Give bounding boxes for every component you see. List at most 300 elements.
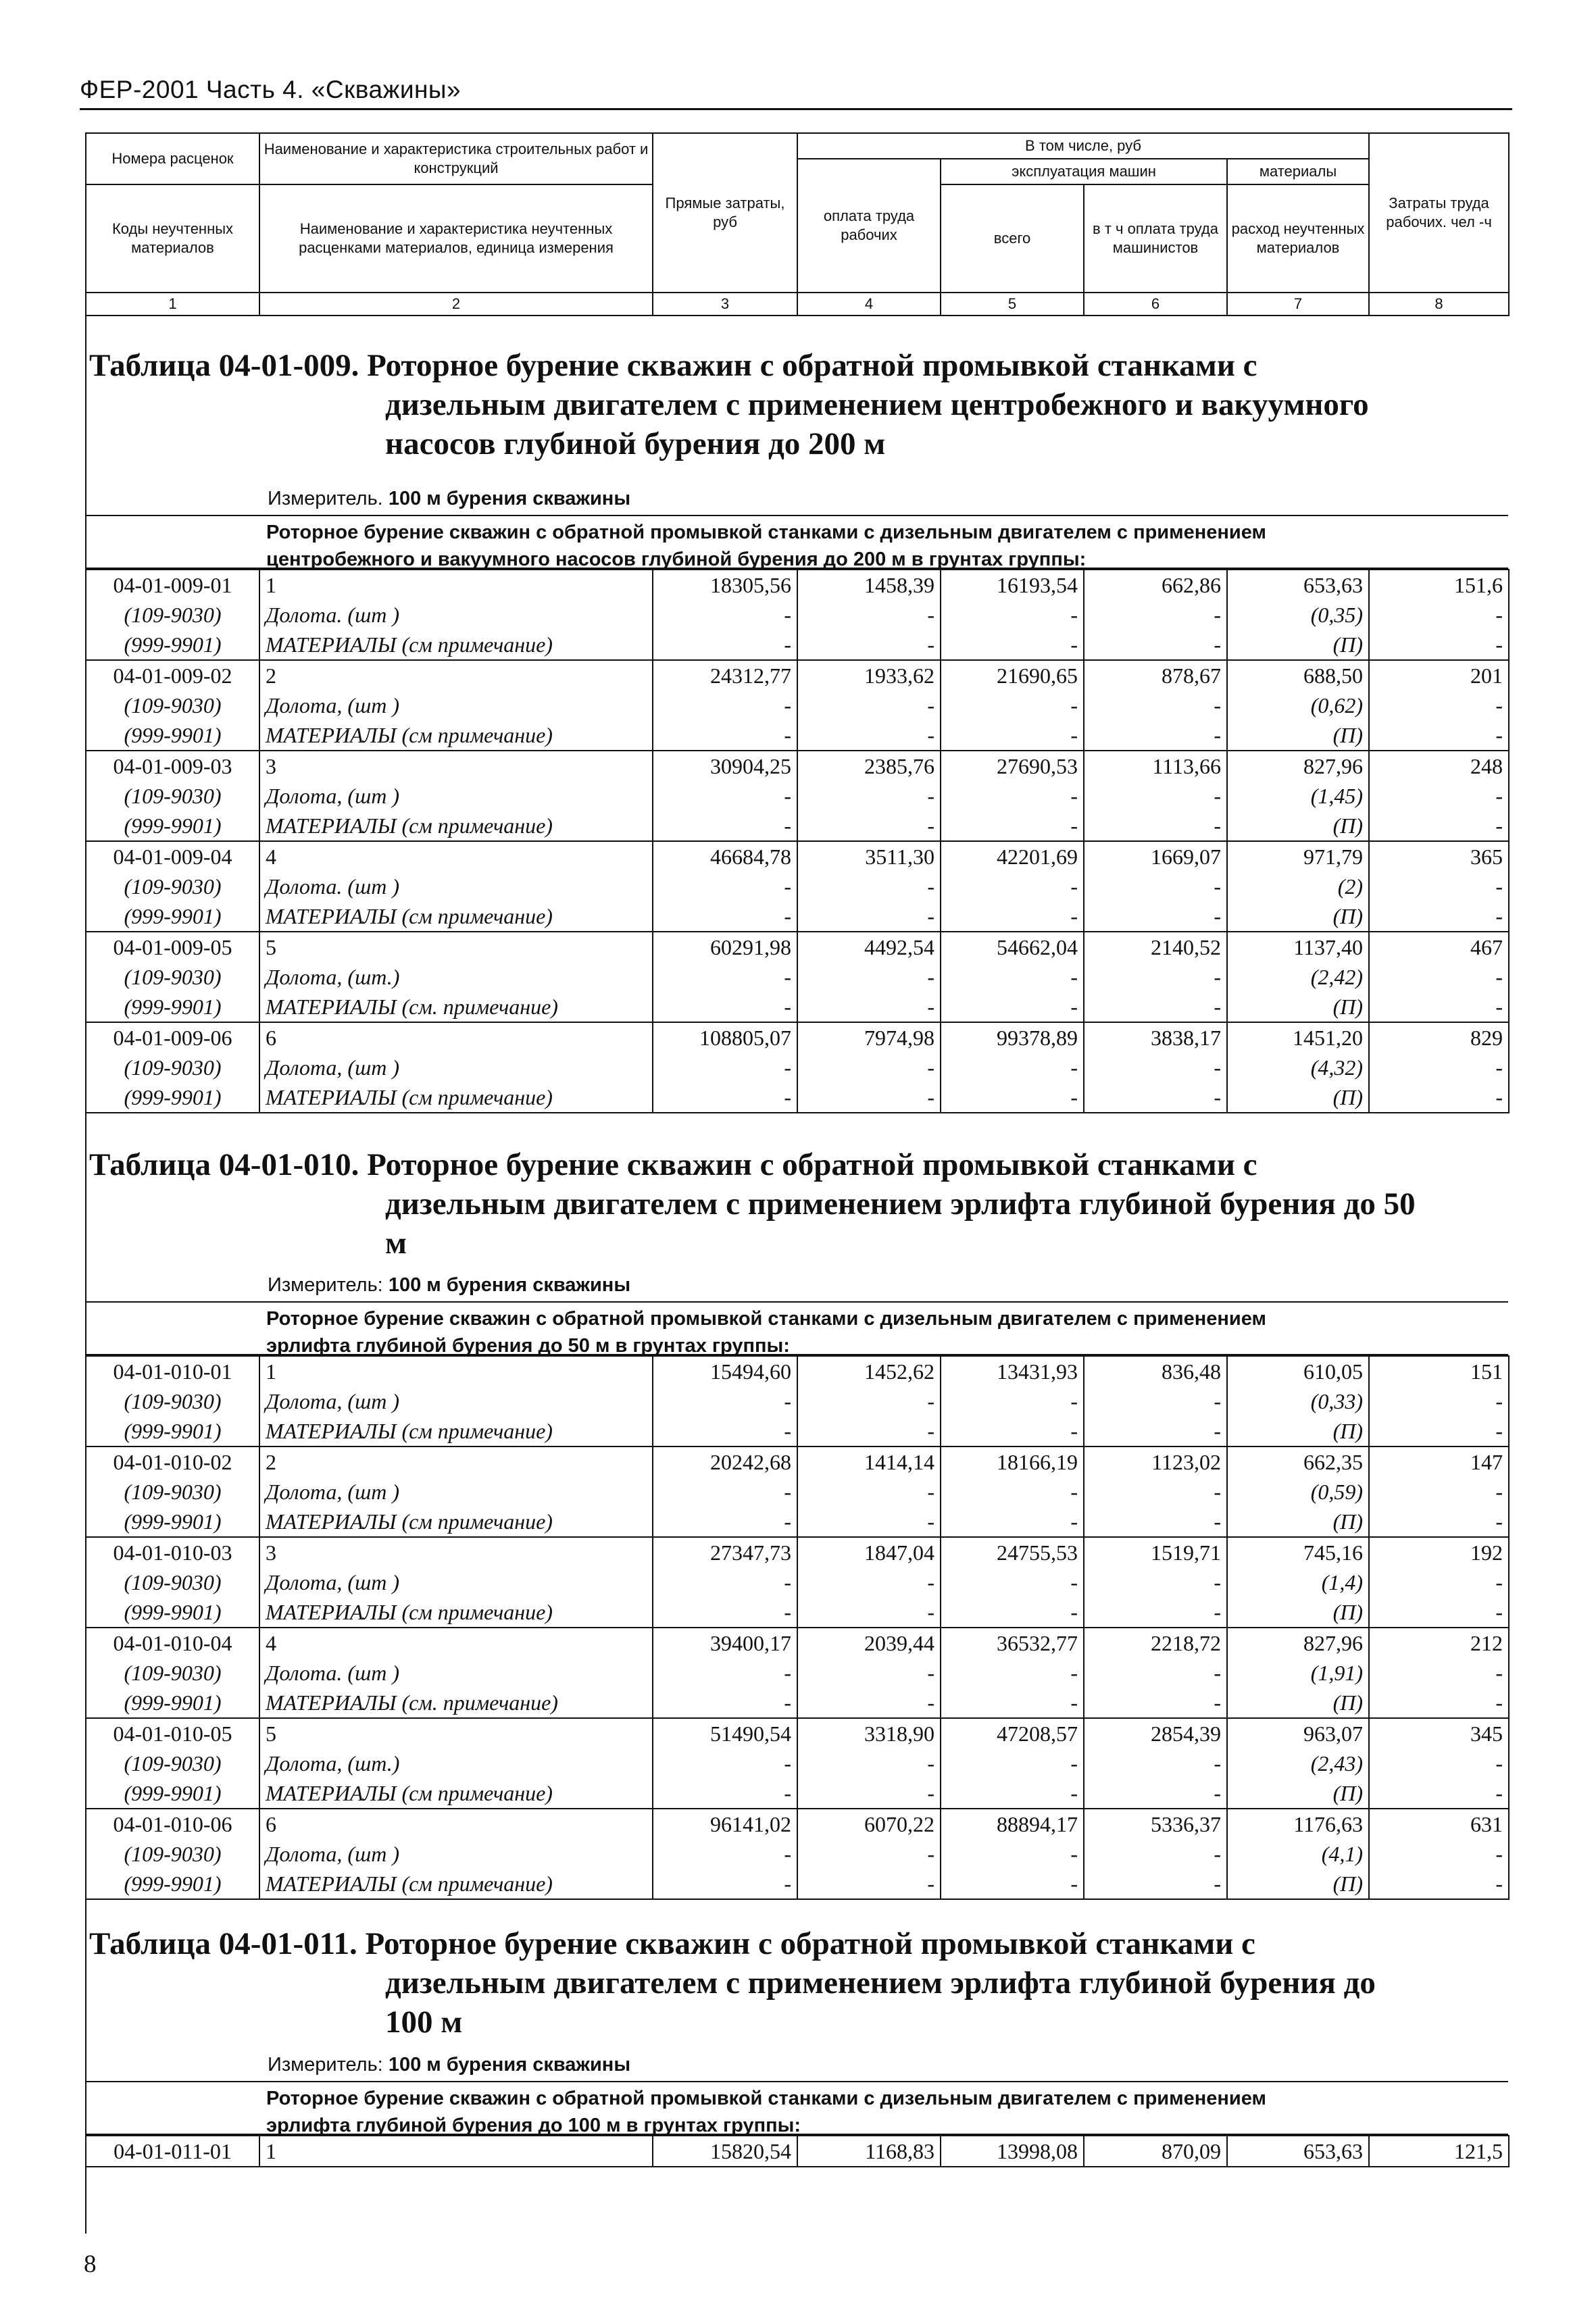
row-machinist-pay: - <box>1084 962 1227 992</box>
row-code: 04-01-009-02 <box>86 660 259 690</box>
row-machinist-pay: - <box>1084 872 1227 901</box>
row-machines-total: - <box>941 1597 1084 1628</box>
table-row <box>86 720 1509 751</box>
table-row <box>86 1416 1509 1447</box>
row-name: 1 <box>259 2136 653 2167</box>
row-name: 2 <box>259 660 653 690</box>
table-row <box>86 1507 1509 1537</box>
row-direct-costs: 27347,73 <box>653 1537 797 1567</box>
table-title <box>89 1145 1416 1263</box>
section-description <box>85 515 1508 569</box>
row-direct-costs: 24312,77 <box>653 660 797 690</box>
unit-line <box>268 1274 630 1297</box>
row-name: МАТЕРИАЛЫ (см примечание) <box>259 811 653 841</box>
row-labor-hours: 631 <box>1369 1809 1509 1839</box>
row-labor-hours: - <box>1369 1477 1509 1507</box>
row-name: 2 <box>259 1447 653 1477</box>
row-code: 04-01-010-06 <box>86 1809 259 1839</box>
row-labor-pay: - <box>797 1082 941 1113</box>
row-direct-costs: - <box>653 600 797 630</box>
row-materials: (П) <box>1227 1597 1369 1628</box>
row-direct-costs: - <box>653 1688 797 1718</box>
row-materials: 745,16 <box>1227 1537 1369 1567</box>
table-title-line: насосов глубиной бурения до 200 м <box>385 426 886 461</box>
row-machinist-pay: 1519,71 <box>1084 1537 1227 1567</box>
row-labor-pay: - <box>797 600 941 630</box>
row-direct-costs: 96141,02 <box>653 1809 797 1839</box>
row-direct-costs: 60291,98 <box>653 932 797 962</box>
row-code: (999-9901) <box>86 1688 259 1718</box>
row-labor-hours: 151 <box>1369 1356 1509 1386</box>
row-materials: (0,62) <box>1227 690 1369 720</box>
row-machinist-pay: - <box>1084 1839 1227 1869</box>
col-materials: материалы <box>1227 159 1369 184</box>
unit-value: 100 м бурения скважины <box>388 1274 631 1296</box>
row-labor-hours: - <box>1369 630 1509 660</box>
table-row <box>86 901 1509 932</box>
col-name-bottom: Наименование и характеристика неучтенных расценками материалов, единица измерения <box>259 184 653 293</box>
row-labor-hours: 151,6 <box>1369 570 1509 600</box>
row-materials: 688,50 <box>1227 660 1369 690</box>
row-labor-hours: - <box>1369 872 1509 901</box>
row-name: Долота, (шт ) <box>259 690 653 720</box>
table-row <box>86 1567 1509 1597</box>
row-name: МАТЕРИАЛЫ (см примечание) <box>259 1778 653 1809</box>
row-labor-hours: - <box>1369 1597 1509 1628</box>
row-labor-pay: - <box>797 1567 941 1597</box>
row-materials: (П) <box>1227 1416 1369 1447</box>
row-labor-hours: 467 <box>1369 932 1509 962</box>
row-code: (999-9901) <box>86 1416 259 1447</box>
row-labor-hours: 212 <box>1369 1628 1509 1658</box>
row-direct-costs: - <box>653 992 797 1022</box>
row-machines-total: - <box>941 1082 1084 1113</box>
row-direct-costs: - <box>653 1082 797 1113</box>
row-machinist-pay: 2140,52 <box>1084 932 1227 962</box>
row-machines-total: - <box>941 1416 1084 1447</box>
row-code: (109-9030) <box>86 690 259 720</box>
col-direct-costs: Прямые затраты, руб <box>653 133 797 293</box>
row-materials: (П) <box>1227 1507 1369 1537</box>
col-number: 7 <box>1227 293 1369 316</box>
section-description-line: эрлифта глубиной бурения до 100 м в грунтах группы: <box>266 2115 801 2136</box>
row-code: (109-9030) <box>86 1749 259 1778</box>
row-direct-costs: 30904,25 <box>653 751 797 781</box>
row-code: 04-01-010-05 <box>86 1718 259 1749</box>
row-machinist-pay: - <box>1084 630 1227 660</box>
col-materials-usage: расход неучтенных материалов <box>1227 184 1369 293</box>
section-description-line: Роторное бурение скважин с обратной промывкой станками с дизельным двигателем с применением <box>266 522 1266 543</box>
row-machinist-pay: 5336,37 <box>1084 1809 1227 1839</box>
row-labor-pay: - <box>797 690 941 720</box>
row-machines-total: - <box>941 1658 1084 1688</box>
row-name: 3 <box>259 751 653 781</box>
col-number: 6 <box>1084 293 1227 316</box>
table-row <box>86 811 1509 841</box>
row-code: 04-01-010-02 <box>86 1447 259 1477</box>
row-name: МАТЕРИАЛЫ (см примечание) <box>259 1082 653 1113</box>
table-row <box>86 1839 1509 1869</box>
row-machines-total: - <box>941 1688 1084 1718</box>
row-machines-total: 13998,08 <box>941 2136 1084 2167</box>
row-name: Долота, (шт ) <box>259 1567 653 1597</box>
col-including: В том числе, руб <box>797 133 1369 159</box>
row-code: 04-01-009-03 <box>86 751 259 781</box>
row-labor-pay: - <box>797 1386 941 1416</box>
row-machines-total: - <box>941 811 1084 841</box>
row-direct-costs: - <box>653 872 797 901</box>
table-row <box>86 1477 1509 1507</box>
row-labor-hours: 147 <box>1369 1447 1509 1477</box>
row-labor-pay: 1847,04 <box>797 1537 941 1567</box>
row-machines-total: 54662,04 <box>941 932 1084 962</box>
row-labor-hours: - <box>1369 1386 1509 1416</box>
row-code: 04-01-009-06 <box>86 1022 259 1053</box>
row-materials: 653,63 <box>1227 2136 1369 2167</box>
row-materials: 610,05 <box>1227 1356 1369 1386</box>
section-description-line: центробежного и вакуумного насосов глубиной бурения до 200 м в грунтах группы: <box>266 549 1087 570</box>
row-machines-total: 18166,19 <box>941 1447 1084 1477</box>
table-number: Таблица 04-01-009. <box>89 348 359 383</box>
row-name: 4 <box>259 1628 653 1658</box>
row-materials: 662,35 <box>1227 1447 1369 1477</box>
row-materials: (П) <box>1227 1688 1369 1718</box>
row-code: (109-9030) <box>86 1658 259 1688</box>
section-description-line: Роторное бурение скважин с обратной промывкой станками с дизельным двигателем с применением <box>266 2088 1266 2109</box>
row-code: (109-9030) <box>86 600 259 630</box>
row-name: МАТЕРИАЛЫ (см. примечание) <box>259 1688 653 1718</box>
row-materials: (П) <box>1227 811 1369 841</box>
row-direct-costs: - <box>653 1053 797 1082</box>
row-materials: (1,91) <box>1227 1658 1369 1688</box>
row-code: 04-01-009-01 <box>86 570 259 600</box>
table-row <box>86 1447 1509 1477</box>
table-row <box>86 600 1509 630</box>
row-labor-pay: 3318,90 <box>797 1718 941 1749</box>
table-row <box>86 2136 1509 2167</box>
table-row <box>86 1869 1509 1899</box>
row-name: Долота, (шт ) <box>259 1053 653 1082</box>
rates-table <box>85 1355 1510 1900</box>
row-labor-hours: - <box>1369 1507 1509 1537</box>
row-machinist-pay: 1669,07 <box>1084 841 1227 872</box>
row-labor-hours: - <box>1369 1416 1509 1447</box>
row-direct-costs: 18305,56 <box>653 570 797 600</box>
row-code: (109-9030) <box>86 872 259 901</box>
table-title-line: дизельным двигателем с применением центробежного и вакуумного <box>385 387 1369 422</box>
row-direct-costs: - <box>653 690 797 720</box>
row-machinist-pay: - <box>1084 1567 1227 1597</box>
row-name: 4 <box>259 841 653 872</box>
row-labor-pay: - <box>797 872 941 901</box>
table-title-line: дизельным двигателем с применением эрлифта глубиной бурения до 50 <box>385 1186 1416 1222</box>
row-labor-pay: 7974,98 <box>797 1022 941 1053</box>
table-row <box>86 1778 1509 1809</box>
table-row <box>86 1749 1509 1778</box>
row-code: (109-9030) <box>86 1567 259 1597</box>
row-machinist-pay: - <box>1084 1416 1227 1447</box>
table-title-line: 100 м <box>385 2005 463 2040</box>
table-row <box>86 1082 1509 1113</box>
row-labor-pay: - <box>797 1477 941 1507</box>
col-machinist-pay: в т ч оплата труда машинистов <box>1084 184 1227 293</box>
row-labor-pay: - <box>797 992 941 1022</box>
row-labor-hours: 345 <box>1369 1718 1509 1749</box>
table-title-line: Роторное бурение скважин с обратной промывкой станками с <box>367 1147 1257 1182</box>
table-row <box>86 660 1509 690</box>
row-name: 1 <box>259 1356 653 1386</box>
row-machines-total: - <box>941 872 1084 901</box>
row-materials: 653,63 <box>1227 570 1369 600</box>
row-machines-total: 47208,57 <box>941 1718 1084 1749</box>
table-row <box>86 1658 1509 1688</box>
row-materials: (П) <box>1227 630 1369 660</box>
header-rule <box>80 108 1512 110</box>
row-machinist-pay: - <box>1084 1597 1227 1628</box>
row-labor-pay: 2039,44 <box>797 1628 941 1658</box>
row-materials: 1137,40 <box>1227 932 1369 962</box>
row-direct-costs: 108805,07 <box>653 1022 797 1053</box>
row-labor-hours: 201 <box>1369 660 1509 690</box>
row-machinist-pay: - <box>1084 1082 1227 1113</box>
table-row <box>86 962 1509 992</box>
row-labor-hours: - <box>1369 1053 1509 1082</box>
col-number: 2 <box>259 293 653 316</box>
row-machines-total: - <box>941 1567 1084 1597</box>
row-labor-hours: - <box>1369 1658 1509 1688</box>
row-materials: (0,33) <box>1227 1386 1369 1416</box>
row-code: 04-01-010-01 <box>86 1356 259 1386</box>
row-name: 5 <box>259 932 653 962</box>
row-machinist-pay: - <box>1084 600 1227 630</box>
row-machines-total: - <box>941 1477 1084 1507</box>
row-machinist-pay: - <box>1084 992 1227 1022</box>
row-labor-hours: - <box>1369 1749 1509 1778</box>
row-labor-hours: - <box>1369 781 1509 811</box>
row-materials: (4,1) <box>1227 1839 1369 1869</box>
table-row <box>86 630 1509 660</box>
row-machines-total: - <box>941 1053 1084 1082</box>
row-machinist-pay: 836,48 <box>1084 1356 1227 1386</box>
row-machines-total: - <box>941 1507 1084 1537</box>
row-direct-costs: - <box>653 811 797 841</box>
col-number: 8 <box>1369 293 1509 316</box>
col-machines: эксплуатация машин <box>941 159 1227 184</box>
row-code: (999-9901) <box>86 630 259 660</box>
row-machinist-pay: 1113,66 <box>1084 751 1227 781</box>
row-labor-hours: - <box>1369 1869 1509 1899</box>
row-machinist-pay: - <box>1084 1477 1227 1507</box>
rates-table <box>85 569 1510 1113</box>
row-materials: (2,42) <box>1227 962 1369 992</box>
row-code: (999-9901) <box>86 720 259 751</box>
row-code: 04-01-010-04 <box>86 1628 259 1658</box>
row-name: 6 <box>259 1809 653 1839</box>
row-machinist-pay: 662,86 <box>1084 570 1227 600</box>
unit-line <box>268 488 630 510</box>
row-name: МАТЕРИАЛЫ (см примечание) <box>259 1869 653 1899</box>
row-labor-pay: 1414,14 <box>797 1447 941 1477</box>
row-name: 5 <box>259 1718 653 1749</box>
row-direct-costs: - <box>653 1658 797 1688</box>
row-materials: (П) <box>1227 1082 1369 1113</box>
row-machines-total: - <box>941 1869 1084 1899</box>
row-labor-hours: - <box>1369 690 1509 720</box>
row-code: 04-01-009-05 <box>86 932 259 962</box>
row-materials: (0,35) <box>1227 600 1369 630</box>
row-machinist-pay: 3838,17 <box>1084 1022 1227 1053</box>
table-row <box>86 1356 1509 1386</box>
table-row <box>86 1053 1509 1082</box>
table-title <box>89 346 1369 463</box>
col-number: 3 <box>653 293 797 316</box>
section-description-line: эрлифта глубиной бурения до 50 м в грунтах группы: <box>266 1335 790 1357</box>
row-direct-costs: - <box>653 1778 797 1809</box>
row-labor-hours: - <box>1369 992 1509 1022</box>
col-codes-bottom: Коды неучтенных материалов <box>86 184 259 293</box>
row-direct-costs: - <box>653 962 797 992</box>
row-materials: (П) <box>1227 720 1369 751</box>
row-materials: (4,32) <box>1227 1053 1369 1082</box>
row-materials: 1176,63 <box>1227 1809 1369 1839</box>
row-labor-hours: 829 <box>1369 1022 1509 1053</box>
unit-label: Измеритель. <box>268 488 389 509</box>
row-name: Долота, (шт ) <box>259 1477 653 1507</box>
row-name: МАТЕРИАЛЫ (см примечание) <box>259 1597 653 1628</box>
row-machines-total: - <box>941 962 1084 992</box>
row-name: МАТЕРИАЛЫ (см примечание) <box>259 630 653 660</box>
row-machinist-pay: 878,67 <box>1084 660 1227 690</box>
col-name-top: Наименование и характеристика строительных работ и конструкций <box>259 133 653 184</box>
row-code: 04-01-010-03 <box>86 1537 259 1567</box>
row-name: 3 <box>259 1537 653 1567</box>
row-machinist-pay: - <box>1084 1688 1227 1718</box>
section-description <box>85 2081 1508 2135</box>
row-labor-pay: - <box>797 720 941 751</box>
row-code: (999-9901) <box>86 811 259 841</box>
column-header-table <box>85 132 1508 315</box>
table-row <box>86 1537 1509 1567</box>
table-row <box>86 1688 1509 1718</box>
table-row <box>86 841 1509 872</box>
row-name: 6 <box>259 1022 653 1053</box>
row-code: (109-9030) <box>86 1053 259 1082</box>
row-labor-hours: 248 <box>1369 751 1509 781</box>
row-name: Долота. (шт ) <box>259 872 653 901</box>
table-title-line: Роторное бурение скважин с обратной промывкой станками с <box>365 1926 1255 1961</box>
unit-value: 100 м бурения скважины <box>388 488 631 509</box>
row-labor-pay: - <box>797 1658 941 1688</box>
row-machinist-pay: - <box>1084 1658 1227 1688</box>
row-materials: (2) <box>1227 872 1369 901</box>
row-code: (109-9030) <box>86 1839 259 1869</box>
row-name: 1 <box>259 570 653 600</box>
row-labor-hours: 192 <box>1369 1537 1509 1567</box>
row-labor-pay: - <box>797 1416 941 1447</box>
table-row <box>86 781 1509 811</box>
row-name: Долота, (шт ) <box>259 1386 653 1416</box>
row-labor-pay: - <box>797 1778 941 1809</box>
row-machines-total: - <box>941 781 1084 811</box>
row-code: (999-9901) <box>86 1597 259 1628</box>
table-row <box>86 690 1509 720</box>
row-labor-pay: - <box>797 1597 941 1628</box>
row-direct-costs: 15494,60 <box>653 1356 797 1386</box>
row-materials: (2,43) <box>1227 1749 1369 1778</box>
row-machinist-pay: - <box>1084 690 1227 720</box>
row-machines-total: 24755,53 <box>941 1537 1084 1567</box>
row-code: (109-9030) <box>86 1386 259 1416</box>
row-direct-costs: 51490,54 <box>653 1718 797 1749</box>
col-number: 5 <box>941 293 1084 316</box>
row-labor-hours: - <box>1369 962 1509 992</box>
row-labor-pay: - <box>797 1869 941 1899</box>
page-number: 8 <box>84 2250 97 2278</box>
row-materials: 827,96 <box>1227 751 1369 781</box>
rates-section <box>85 515 1508 1113</box>
row-name: Долота, (шт ) <box>259 781 653 811</box>
page-header: ФЕР-2001 Часть 4. «Скважины» <box>80 76 462 103</box>
row-machinist-pay: - <box>1084 1507 1227 1537</box>
row-labor-pay: - <box>797 1688 941 1718</box>
table-row <box>86 872 1509 901</box>
rates-section <box>85 2081 1508 2167</box>
row-labor-pay: 2385,76 <box>797 751 941 781</box>
row-direct-costs: - <box>653 1416 797 1447</box>
table-row <box>86 1718 1509 1749</box>
row-direct-costs: - <box>653 1386 797 1416</box>
row-machines-total: 13431,93 <box>941 1356 1084 1386</box>
row-labor-pay: 1933,62 <box>797 660 941 690</box>
row-machinist-pay: - <box>1084 1778 1227 1809</box>
row-labor-pay: - <box>797 901 941 932</box>
row-labor-pay: 1458,39 <box>797 570 941 600</box>
table-row <box>86 1386 1509 1416</box>
table-title-line: м <box>385 1226 407 1261</box>
row-name: МАТЕРИАЛЫ (см примечание) <box>259 901 653 932</box>
row-machines-total: 27690,53 <box>941 751 1084 781</box>
table-title <box>89 1924 1376 2042</box>
table-row <box>86 570 1509 600</box>
row-labor-pay: - <box>797 962 941 992</box>
row-code: (999-9901) <box>86 992 259 1022</box>
row-materials: 1451,20 <box>1227 1022 1369 1053</box>
row-name: МАТЕРИАЛЫ (см примечание) <box>259 1507 653 1537</box>
row-machines-total: - <box>941 992 1084 1022</box>
row-name: МАТЕРИАЛЫ (см. примечание) <box>259 992 653 1022</box>
col-labor-pay: оплата труда рабочих <box>797 159 941 293</box>
row-code: (109-9030) <box>86 962 259 992</box>
row-materials: 827,96 <box>1227 1628 1369 1658</box>
table-row <box>86 751 1509 781</box>
row-direct-costs: 15820,54 <box>653 2136 797 2167</box>
row-code: (999-9901) <box>86 1082 259 1113</box>
table-row <box>86 1022 1509 1053</box>
row-direct-costs: - <box>653 1477 797 1507</box>
row-labor-pay: 3511,30 <box>797 841 941 872</box>
row-labor-pay: 1168,83 <box>797 2136 941 2167</box>
row-machinist-pay: - <box>1084 720 1227 751</box>
row-machines-total: - <box>941 1839 1084 1869</box>
row-direct-costs: - <box>653 1597 797 1628</box>
row-labor-pay: 1452,62 <box>797 1356 941 1386</box>
row-labor-pay: - <box>797 1839 941 1869</box>
row-machinist-pay: - <box>1084 1053 1227 1082</box>
row-machinist-pay: 2218,72 <box>1084 1628 1227 1658</box>
table-number: Таблица 04-01-011. <box>89 1926 357 1961</box>
row-direct-costs: - <box>653 1567 797 1597</box>
table-row <box>86 1809 1509 1839</box>
